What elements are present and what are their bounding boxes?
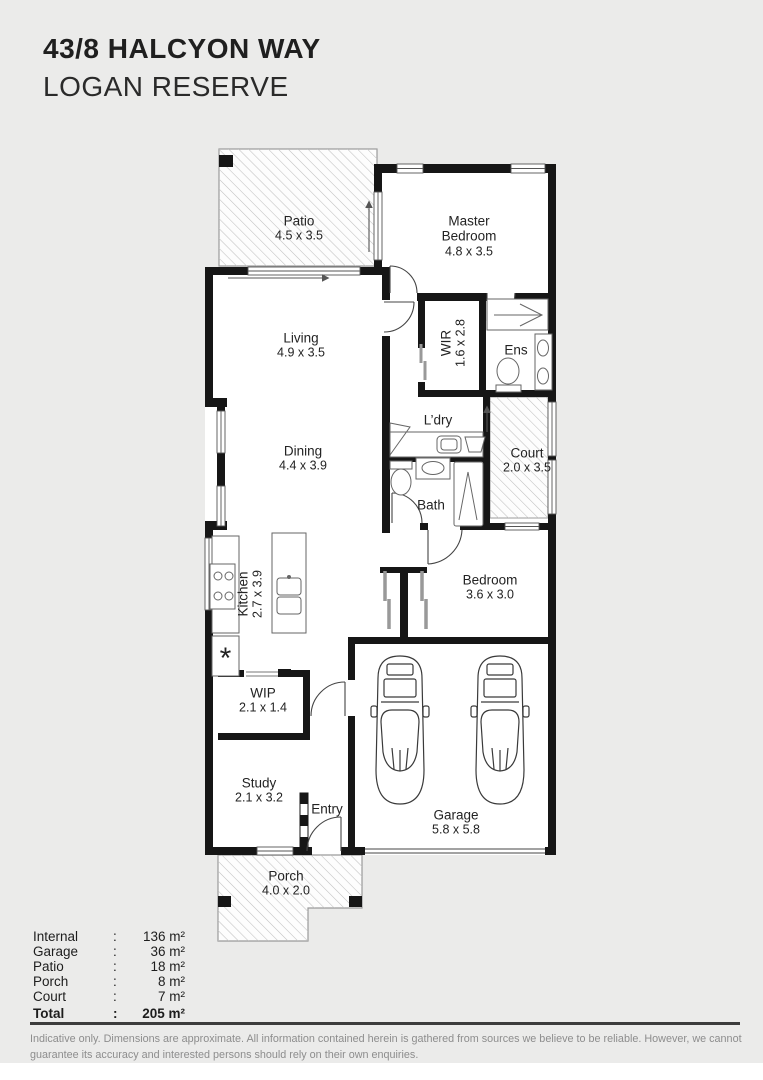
car-icon [471,656,529,804]
stove-icon [210,564,235,609]
suburb-line: LOGAN RESERVE [43,70,289,102]
area-row-garage: Garage : 36 m² [33,944,185,959]
room-label-garage: Garage 5.8 x 5.8 [432,807,480,837]
disclaimer-text: Indicative only. Dimensions are approximate. All information contained herein is gathered from sources we believe to be reliable. However, we cannot guarantee its accuracy and interested persons should rely on their own enquiries. [30,1033,742,1062]
room-label-study: Study 2.1 x 3.2 [235,775,283,805]
bath-vanity [416,458,450,479]
room-label-master-bedroom: Master Bedroom 4.8 x 3.5 [441,213,497,259]
bottom-strip [0,1063,763,1080]
room-label-dining: Dining 4.4 x 3.9 [279,443,327,473]
room-label-entry: Entry [311,801,343,817]
address-line: 43/8 HALCYON WAY [43,33,321,64]
shower-icon [454,462,483,526]
room-label-bath: Bath [417,497,445,513]
patio-area [219,149,377,266]
kitchen-sink-icon [277,576,301,615]
room-label-porch: Porch 4.0 x 2.0 [262,868,310,898]
area-row-porch: Porch : 8 m² [33,974,185,989]
room-label-wir: WIR 1.6 x 2.8 [438,319,468,367]
porch-post [349,896,362,907]
area-row-court: Court : 7 m² [33,989,185,1004]
ensuite-toilet-icon [496,358,521,392]
area-summary-table [33,929,185,1021]
patio-post [219,155,233,167]
ensuite-shower-icon [487,299,548,330]
island-bench [272,533,306,633]
toilet-icon [390,461,412,495]
room-label-court: Court 2.0 x 3.5 [503,445,551,475]
washer-icon [465,437,485,452]
room-label-patio: Patio 4.5 x 3.5 [275,213,323,243]
room-label-bedroom: Bedroom 3.6 x 3.0 [462,572,518,602]
room-label-kitchen: Kitchen 2.7 x 3.9 [235,570,265,618]
area-row-internal: Internal : 136 m² [33,929,185,944]
car-icon [371,656,429,804]
room-label-wip: WIP 2.1 x 1.4 [239,685,287,715]
room-label-living: Living 4.9 x 3.5 [277,330,325,360]
room-label-ens: Ens [504,342,528,358]
porch-post [218,896,231,907]
room-label-laundry: L’dry [423,412,453,428]
area-row-patio: Patio : 18 m² [33,959,185,974]
ensuite-vanity [535,334,552,390]
area-row-total: Total : 205 m² [33,1006,185,1021]
pantry-asterisk: * [219,642,232,675]
footer-divider [30,1022,740,1025]
